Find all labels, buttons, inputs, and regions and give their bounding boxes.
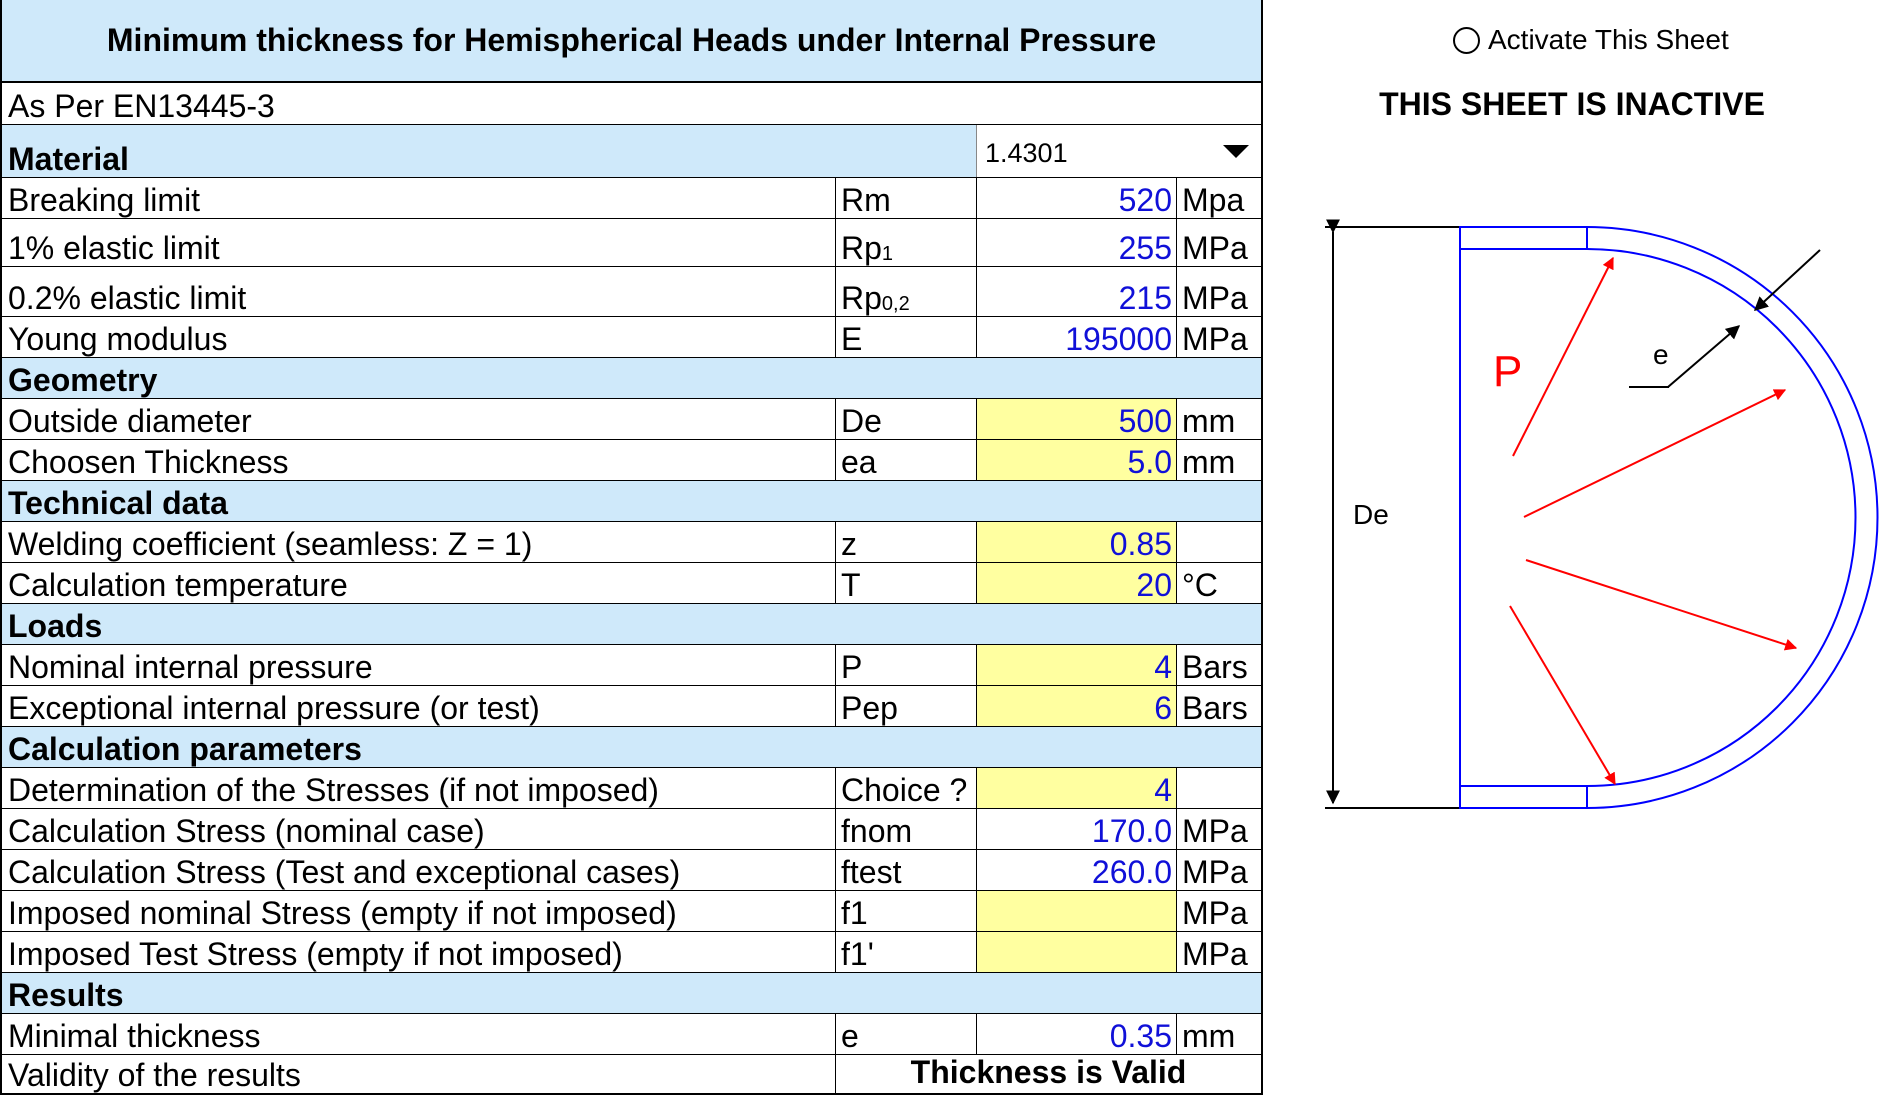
row-value: 260.0 <box>976 850 1176 890</box>
section-geometry-label: Geometry <box>8 362 158 398</box>
section-geometry <box>2 358 1261 399</box>
pressure-arrow <box>1513 258 1613 456</box>
section-loads-label: Loads <box>8 608 103 644</box>
validity-status: Thickness is Valid <box>835 1055 1261 1093</box>
sheet-inactive-notice: THIS SHEET IS INACTIVE <box>1379 86 1765 122</box>
row-minimal-thickness <box>2 1014 1261 1055</box>
section-results <box>2 973 1261 1014</box>
side-panel <box>1263 0 1881 1097</box>
row-symbol: Choice ? <box>835 768 976 808</box>
pressure-arrow <box>1510 606 1615 784</box>
row-exceptional-pressure <box>2 686 1261 727</box>
row-unit: Mpa <box>1176 178 1261 218</box>
row-value: 170.0 <box>976 809 1176 849</box>
imposed-nominal-stress-input[interactable] <box>976 891 1176 931</box>
row-symbol: De <box>835 399 976 439</box>
head-outer-arc <box>1587 227 1878 808</box>
outside-diameter-input[interactable]: 500 <box>976 399 1176 439</box>
row-value: 215 <box>976 267 1176 316</box>
bottom-cylinder-band <box>1460 786 1587 808</box>
row-symbol: Pep <box>835 686 976 726</box>
row-unit: Bars <box>1176 686 1261 726</box>
row-symbol: fnom <box>835 809 976 849</box>
chevron-down-icon[interactable] <box>1211 125 1261 177</box>
row-elastic-limit-02 <box>2 267 1261 317</box>
label-de: De <box>1353 499 1389 530</box>
pressure-arrow <box>1526 560 1796 648</box>
row-unit: °C <box>1176 563 1261 603</box>
row-symbol: ea <box>835 440 976 480</box>
section-technical-label: Technical data <box>8 485 228 521</box>
row-elastic-limit-1 <box>2 219 1261 267</box>
activate-sheet-label: Activate This Sheet <box>1488 24 1729 55</box>
row-label: Minimal thickness <box>8 1018 261 1054</box>
row-welding-coefficient <box>2 522 1261 563</box>
row-unit: MPa <box>1176 891 1261 931</box>
row-unit: mm <box>1176 399 1261 439</box>
row-symbol: Rm <box>835 178 976 218</box>
row-stress-test <box>2 850 1261 891</box>
row-nominal-pressure <box>2 645 1261 686</box>
row-symbol: f1 <box>835 891 976 931</box>
row-stress-nominal <box>2 809 1261 850</box>
row-symbol: Rp 0,2 <box>835 267 976 316</box>
label-e: e <box>1653 339 1669 370</box>
row-breaking-limit <box>2 178 1261 219</box>
section-loads <box>2 604 1261 645</box>
imposed-test-stress-input[interactable] <box>976 932 1176 972</box>
material-dropdown-value: 1.4301 <box>985 138 1068 168</box>
welding-coefficient-input[interactable]: 0.85 <box>976 522 1176 562</box>
row-label: Calculation Stress (Test and exceptional cases) <box>8 854 681 890</box>
row-unit: MPa <box>1176 932 1261 972</box>
minimal-thickness-value: 0.35 <box>976 1014 1176 1054</box>
row-unit: MPa <box>1176 809 1261 849</box>
row-label: Nominal internal pressure <box>8 649 373 685</box>
head-inner-arc <box>1587 249 1856 786</box>
thickness-arrow-inner <box>1668 326 1739 387</box>
calculation-temperature-input[interactable]: 20 <box>976 563 1176 603</box>
row-label: Breaking limit <box>8 182 201 218</box>
pressure-arrow <box>1524 390 1785 517</box>
exceptional-pressure-input[interactable]: 6 <box>976 686 1176 726</box>
row-unit: MPa <box>1176 850 1261 890</box>
standard-label: As Per EN13445-3 <box>8 88 275 124</box>
standard-row <box>2 83 1261 125</box>
thickness-arrow-outer <box>1755 250 1820 310</box>
section-params-label: Calculation parameters <box>8 731 362 767</box>
nominal-pressure-input[interactable]: 4 <box>976 645 1176 685</box>
row-value: 195000 <box>976 317 1176 357</box>
row-label: Welding coefficient (seamless: Z = 1) <box>8 526 533 562</box>
row-unit <box>1176 522 1261 562</box>
row-outside-diameter <box>2 399 1261 440</box>
hemispherical-head-diagram <box>1263 0 1881 1097</box>
section-results-label: Results <box>8 977 124 1013</box>
row-imposed-nominal-stress <box>2 891 1261 932</box>
section-calculation-parameters <box>2 727 1261 768</box>
row-unit: MPa <box>1176 267 1261 316</box>
row-young-modulus <box>2 317 1261 358</box>
row-symbol: Rp 1 <box>835 219 976 266</box>
row-value: 520 <box>976 178 1176 218</box>
row-stress-choice <box>2 768 1261 809</box>
sheet-title: Minimum thickness for Hemispherical Heads under Internal Pressure <box>2 0 1261 83</box>
row-label: Calculation temperature <box>8 567 348 603</box>
material-dropdown[interactable] <box>976 125 1261 177</box>
row-label: 0.2% elastic limit <box>8 280 247 316</box>
row-calculation-temperature <box>2 563 1261 604</box>
row-label: Imposed Test Stress (empty if not imposed) <box>8 936 623 972</box>
row-label: Determination of the Stresses (if not imposed) <box>8 772 659 808</box>
row-imposed-test-stress <box>2 932 1261 973</box>
row-label: 1% elastic limit <box>8 230 220 266</box>
row-unit: MPa <box>1176 219 1261 266</box>
row-unit <box>1176 768 1261 808</box>
section-material-label: Material <box>8 141 129 177</box>
section-material <box>2 125 1261 178</box>
row-label: Imposed nominal Stress (empty if not imposed) <box>8 895 677 931</box>
label-p: P <box>1493 347 1523 396</box>
row-unit: MPa <box>1176 317 1261 357</box>
row-label: Exceptional internal pressure (or test) <box>8 690 540 726</box>
row-symbol: ftest <box>835 850 976 890</box>
row-symbol: e <box>835 1014 976 1054</box>
row-label: Young modulus <box>8 321 228 357</box>
row-value: 255 <box>976 219 1176 266</box>
row-symbol: z <box>835 522 976 562</box>
row-symbol: P <box>835 645 976 685</box>
chosen-thickness-input[interactable]: 5.0 <box>976 440 1176 480</box>
row-symbol: E <box>835 317 976 357</box>
row-label: Choosen Thickness <box>8 444 289 480</box>
stress-choice-input[interactable]: 4 <box>976 768 1176 808</box>
row-label: Calculation Stress (nominal case) <box>8 813 485 849</box>
row-chosen-thickness <box>2 440 1261 481</box>
row-label: Validity of the results <box>8 1057 301 1093</box>
row-unit: mm <box>1176 440 1261 480</box>
row-symbol: T <box>835 563 976 603</box>
row-unit: Bars <box>1176 645 1261 685</box>
row-label: Outside diameter <box>8 403 252 439</box>
row-symbol: f1' <box>835 932 976 972</box>
section-technical-data <box>2 481 1261 522</box>
row-unit: mm <box>1176 1014 1261 1054</box>
row-validity <box>2 1055 1261 1093</box>
top-cylinder-band <box>1460 227 1587 249</box>
